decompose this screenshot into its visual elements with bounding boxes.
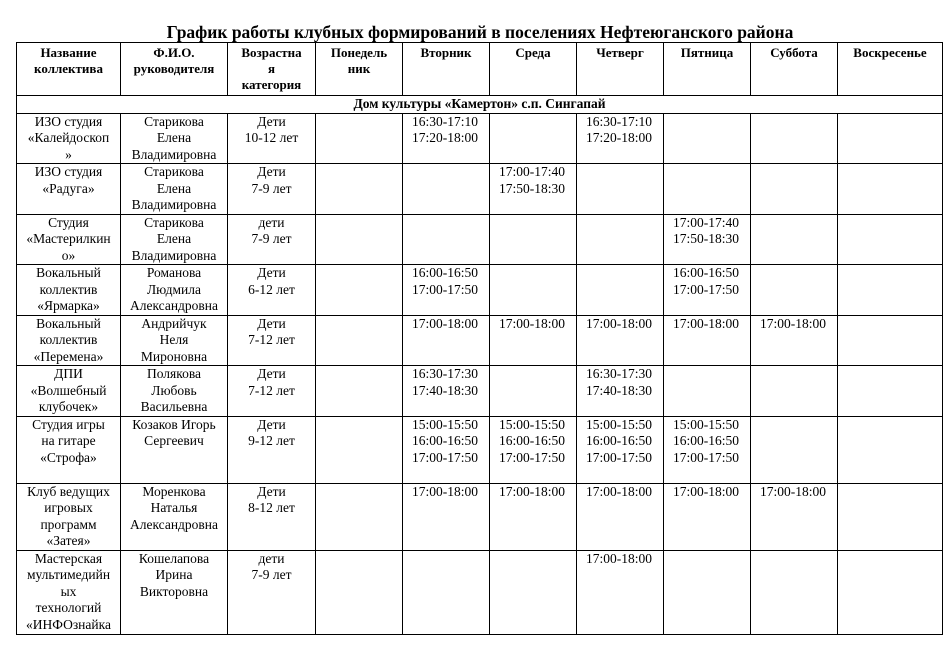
col-header-monday: Понедель ник <box>316 43 403 96</box>
cell-monday <box>316 483 403 550</box>
cell-leader: Кошелапова Ирина Викторовна <box>121 550 228 634</box>
cell-tuesday <box>403 214 490 265</box>
cell-tuesday: 17:00-18:00 <box>403 483 490 550</box>
cell-sunday <box>838 113 943 164</box>
cell-thursday: 16:30-17:30 17:40-18:30 <box>577 366 664 417</box>
cell-tuesday <box>403 550 490 634</box>
cell-thursday: 17:00-18:00 <box>577 315 664 366</box>
col-header-thursday: Четверг <box>577 43 664 96</box>
cell-thursday: 17:00-18:00 <box>577 483 664 550</box>
col-header-saturday: Суббота <box>751 43 838 96</box>
cell-thursday: 15:00-15:50 16:00-16:50 17:00-17:50 <box>577 416 664 483</box>
section-title: Дом культуры «Камертон» с.п. Сингапай <box>17 96 943 114</box>
cell-thursday <box>577 214 664 265</box>
cell-leader: Старикова Елена Владимировна <box>121 214 228 265</box>
cell-sunday <box>838 483 943 550</box>
cell-monday <box>316 315 403 366</box>
cell-wednesday <box>490 366 577 417</box>
cell-leader: Моренкова Наталья Александровна <box>121 483 228 550</box>
cell-friday: 15:00-15:50 16:00-16:50 17:00-17:50 <box>664 416 751 483</box>
cell-monday <box>316 113 403 164</box>
cell-age: Дети 9-12 лет <box>228 416 316 483</box>
cell-age: Дети 8-12 лет <box>228 483 316 550</box>
cell-saturday <box>751 113 838 164</box>
cell-thursday: 17:00-18:00 <box>577 550 664 634</box>
cell-saturday <box>751 265 838 316</box>
cell-name: Клуб ведущих игровых программ «Затея» <box>17 483 121 550</box>
table-row <box>17 366 943 417</box>
cell-name: Студия «Мастерилкин о» <box>17 214 121 265</box>
cell-friday <box>664 550 751 634</box>
col-header-tuesday: Вторник <box>403 43 490 96</box>
cell-thursday <box>577 265 664 316</box>
cell-age: Дети 10-12 лет <box>228 113 316 164</box>
cell-sunday <box>838 416 943 483</box>
cell-tuesday: 15:00-15:50 16:00-16:50 17:00-17:50 <box>403 416 490 483</box>
cell-name: Вокальный коллектив «Перемена» <box>17 315 121 366</box>
table-row <box>17 550 943 634</box>
cell-monday <box>316 164 403 215</box>
cell-friday: 16:00-16:50 17:00-17:50 <box>664 265 751 316</box>
cell-saturday <box>751 164 838 215</box>
cell-leader: Козаков Игорь Сергеевич <box>121 416 228 483</box>
cell-friday: 17:00-18:00 <box>664 483 751 550</box>
cell-age: дети 7-9 лет <box>228 214 316 265</box>
cell-sunday <box>838 265 943 316</box>
cell-age: Дети 7-9 лет <box>228 164 316 215</box>
table-row <box>17 113 943 164</box>
cell-wednesday <box>490 265 577 316</box>
cell-saturday <box>751 550 838 634</box>
cell-wednesday: 15:00-15:50 16:00-16:50 17:00-17:50 <box>490 416 577 483</box>
cell-monday <box>316 416 403 483</box>
cell-name: ИЗО студия «Радуга» <box>17 164 121 215</box>
cell-age: Дети 6-12 лет <box>228 265 316 316</box>
cell-age: дети 7-9 лет <box>228 550 316 634</box>
cell-thursday <box>577 164 664 215</box>
cell-friday: 17:00-18:00 <box>664 315 751 366</box>
cell-leader: Романова Людмила Александровна <box>121 265 228 316</box>
cell-saturday <box>751 366 838 417</box>
cell-friday <box>664 366 751 417</box>
cell-age: Дети 7-12 лет <box>228 315 316 366</box>
table-row <box>17 265 943 316</box>
cell-leader: Старикова Елена Владимировна <box>121 113 228 164</box>
document-title: График работы клубных формирований в поселениях Нефтеюганского района <box>166 22 794 42</box>
cell-age: Дети 7-12 лет <box>228 366 316 417</box>
cell-wednesday: 17:00-18:00 <box>490 315 577 366</box>
cell-leader: Полякова Любовь Васильевна <box>121 366 228 417</box>
col-header-sunday: Воскресенье <box>838 43 943 96</box>
cell-tuesday <box>403 164 490 215</box>
table-row <box>17 416 943 483</box>
cell-sunday <box>838 315 943 366</box>
cell-sunday <box>838 550 943 634</box>
cell-name: Студия игры на гитаре «Строфа» <box>17 416 121 483</box>
cell-sunday <box>838 164 943 215</box>
cell-tuesday: 17:00-18:00 <box>403 315 490 366</box>
table-row <box>17 164 943 215</box>
section-row <box>17 96 943 114</box>
cell-wednesday <box>490 113 577 164</box>
cell-name: Вокальный коллектив «Ярмарка» <box>17 265 121 316</box>
col-header-wednesday: Среда <box>490 43 577 96</box>
cell-leader: Андрийчук Неля Мироновна <box>121 315 228 366</box>
cell-wednesday: 17:00-18:00 <box>490 483 577 550</box>
cell-friday: 17:00-17:40 17:50-18:30 <box>664 214 751 265</box>
col-header-name: Название коллектива <box>17 43 121 96</box>
col-header-age: Возрастна я категория <box>228 43 316 96</box>
schedule-table <box>16 42 943 635</box>
cell-saturday <box>751 416 838 483</box>
cell-saturday: 17:00-18:00 <box>751 483 838 550</box>
table-row <box>17 214 943 265</box>
cell-wednesday <box>490 214 577 265</box>
cell-monday <box>316 214 403 265</box>
cell-monday <box>316 265 403 316</box>
cell-name: ИЗО студия «Калейдоскоп » <box>17 113 121 164</box>
col-header-friday: Пятница <box>664 43 751 96</box>
cell-saturday <box>751 214 838 265</box>
cell-wednesday: 17:00-17:40 17:50-18:30 <box>490 164 577 215</box>
cell-sunday <box>838 366 943 417</box>
cell-friday <box>664 113 751 164</box>
cell-thursday: 16:30-17:10 17:20-18:00 <box>577 113 664 164</box>
cell-leader: Старикова Елена Владимировна <box>121 164 228 215</box>
cell-monday <box>316 366 403 417</box>
schedule-sheet <box>16 42 943 635</box>
cell-name: Мастерская мультимедийн ых технологий «ИНФОзнайка <box>17 550 121 634</box>
cell-sunday <box>838 214 943 265</box>
cell-wednesday <box>490 550 577 634</box>
header-row <box>17 43 943 96</box>
cell-saturday: 17:00-18:00 <box>751 315 838 366</box>
cell-name: ДПИ «Волшебный клубочек» <box>17 366 121 417</box>
table-row <box>17 483 943 550</box>
cell-friday <box>664 164 751 215</box>
table-row <box>17 315 943 366</box>
cell-tuesday: 16:00-16:50 17:00-17:50 <box>403 265 490 316</box>
cell-tuesday: 16:30-17:10 17:20-18:00 <box>403 113 490 164</box>
cell-monday <box>316 550 403 634</box>
col-header-leader: Ф.И.О. руководителя <box>121 43 228 96</box>
cell-tuesday: 16:30-17:30 17:40-18:30 <box>403 366 490 417</box>
